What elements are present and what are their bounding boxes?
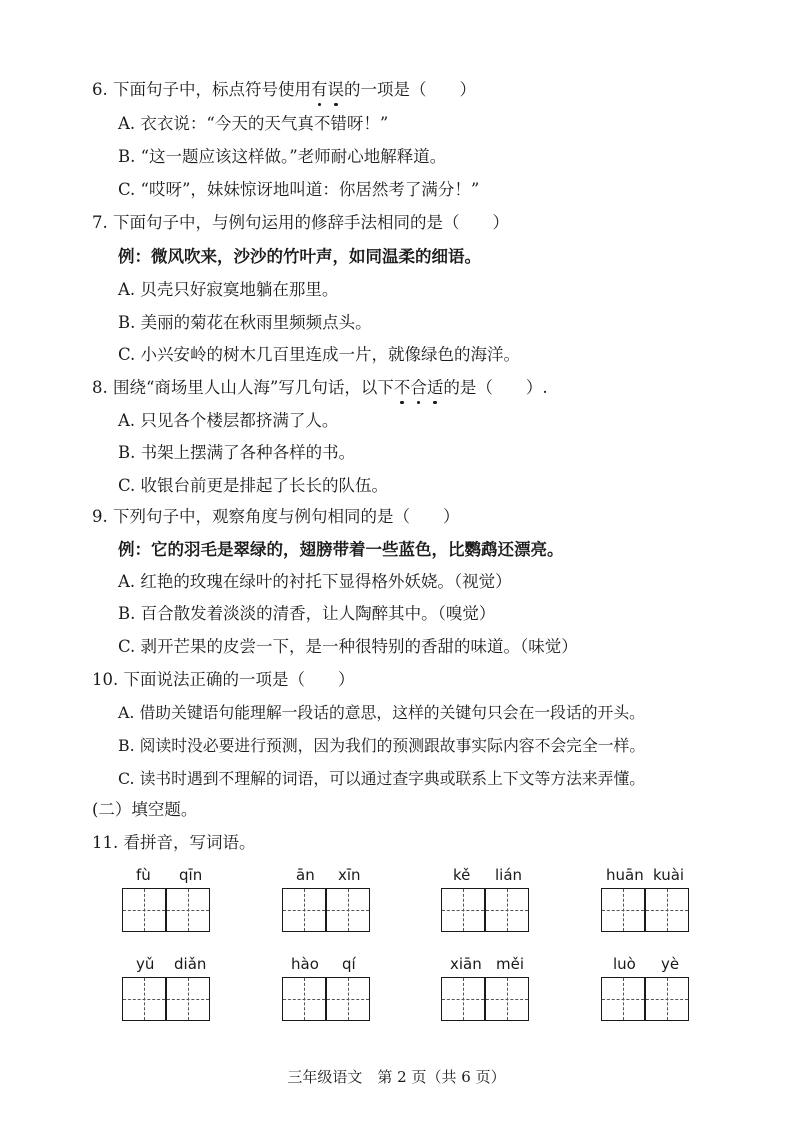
question-9-stem: 9. 下列句子中，观察角度与例句相同的是（ ） bbox=[92, 507, 460, 526]
q9-option-b: B. 百合散发着淡淡的清香，让人陶醉其中。（嗅觉） bbox=[118, 604, 496, 623]
pinyin-syllable: yǔ bbox=[136, 955, 155, 973]
pinyin-syllable: fù bbox=[136, 866, 151, 884]
writing-box[interactable] bbox=[326, 888, 370, 932]
pinyin-syllable: kuài bbox=[653, 866, 685, 884]
pinyin-syllable: qīn bbox=[179, 866, 203, 884]
q8-stem-pre: 8. 围绕“商场里人山人海”写几句话，以下 bbox=[92, 378, 394, 397]
question-6-stem bbox=[92, 79, 476, 101]
emphasis-char: 有 bbox=[311, 80, 328, 99]
pinyin-syllable: kě bbox=[453, 866, 471, 884]
writing-box[interactable] bbox=[326, 977, 370, 1021]
q7-option-c: C. 小兴安岭的树木几百里连成一片，就像绿色的海洋。 bbox=[118, 345, 521, 364]
q7-option-b: B. 美丽的菊花在秋雨里频频点头。 bbox=[118, 313, 372, 332]
q7-option-a: A. 贝壳只好寂寞地躺在那里。 bbox=[118, 280, 339, 299]
writing-box[interactable] bbox=[485, 888, 529, 932]
pinyin-syllable: qí bbox=[342, 955, 356, 973]
writing-box[interactable] bbox=[441, 888, 485, 932]
q10-option-b: B. 阅读时没必要进行预测，因为我们的预测跟故事实际内容不会完全一样。 bbox=[118, 736, 646, 755]
pinyin-syllable: huān bbox=[606, 866, 644, 884]
q6-option-a: A. 衣衣说：“今天的天气真不错呀！” bbox=[118, 114, 389, 133]
page-footer: 三年级语文 第 2 页（共 6 页） bbox=[287, 1068, 506, 1086]
writing-box[interactable] bbox=[441, 977, 485, 1021]
emphasis-char: 适 bbox=[426, 378, 444, 397]
pinyin-syllable: luò bbox=[613, 955, 636, 973]
writing-box[interactable] bbox=[122, 977, 166, 1021]
writing-box[interactable] bbox=[645, 888, 689, 932]
pinyin-syllable: měi bbox=[496, 955, 525, 973]
writing-box[interactable] bbox=[282, 977, 326, 1021]
writing-box[interactable] bbox=[122, 888, 166, 932]
writing-box[interactable] bbox=[485, 977, 529, 1021]
q8-option-b: B. 书架上摆满了各种各样的书。 bbox=[118, 443, 356, 462]
q9-option-c: C. 剥开芒果的皮尝一下，是一种很特别的香甜的味道。（味觉） bbox=[118, 637, 578, 656]
question-11-stem: 11. 看拼音，写词语。 bbox=[92, 833, 256, 852]
q10-option-a: A. 借助关键语句能理解一段话的意思，这样的关键句只会在一段话的开头。 bbox=[118, 703, 645, 722]
q6-stem-post: 的一项是（ ） bbox=[344, 80, 476, 99]
pinyin-syllable: yè bbox=[661, 955, 680, 973]
pinyin-syllable: hào bbox=[291, 955, 319, 973]
q6-option-c: C. “哎呀”，妹妹惊讶地叫道：你居然考了满分！” bbox=[118, 180, 480, 199]
q7-example: 例：微风吹来，沙沙的竹叶声，如同温柔的细语。 bbox=[118, 247, 481, 266]
q10-option-c: C. 读书时遇到不理解的词语，可以通过查字典或联系上下文等方法来弄懂。 bbox=[118, 769, 646, 788]
pinyin-syllable: xiān bbox=[450, 955, 482, 973]
section-title: (二）填空题。 bbox=[92, 800, 198, 819]
pinyin-syllable: ān bbox=[296, 866, 315, 884]
emphasis-char: 合 bbox=[410, 378, 427, 397]
question-8-stem bbox=[92, 377, 548, 399]
writing-box[interactable] bbox=[601, 977, 645, 1021]
question-7-stem: 7. 下面句子中，与例句运用的修辞手法相同的是（ ） bbox=[92, 213, 509, 232]
writing-box[interactable] bbox=[166, 977, 210, 1021]
writing-box[interactable] bbox=[166, 888, 210, 932]
q8-option-c: C. 收银台前更是排起了长长的队伍。 bbox=[118, 476, 389, 495]
q8-option-a: A. 只见各个楼层都挤满了人。 bbox=[118, 411, 339, 430]
writing-box[interactable] bbox=[282, 888, 326, 932]
q9-option-a: A. 红艳的玫瑰在绿叶的衬托下显得格外妖娆。（视觉） bbox=[118, 572, 512, 591]
q6-stem-pre: 6. 下面句子中，标点符号使用 bbox=[92, 80, 311, 99]
pinyin-syllable: xīn bbox=[338, 866, 361, 884]
q8-stem-post: 的是（ ）. bbox=[443, 378, 548, 397]
q6-option-b: B. “这一题应该这样做。”老师耐心地解释道。 bbox=[118, 147, 447, 166]
writing-box[interactable] bbox=[601, 888, 645, 932]
writing-box[interactable] bbox=[645, 977, 689, 1021]
pinyin-syllable: diǎn bbox=[174, 955, 207, 973]
emphasis-char: 误 bbox=[327, 80, 344, 99]
emphasis-char: 不 bbox=[393, 378, 411, 397]
pinyin-syllable: lián bbox=[495, 866, 523, 884]
question-10-stem: 10. 下面说法正确的一项是（ ） bbox=[92, 670, 355, 689]
q9-example: 例：它的羽毛是翠绿的，翅膀带着一些蓝色，比鹦鹉还漂亮。 bbox=[118, 540, 564, 559]
